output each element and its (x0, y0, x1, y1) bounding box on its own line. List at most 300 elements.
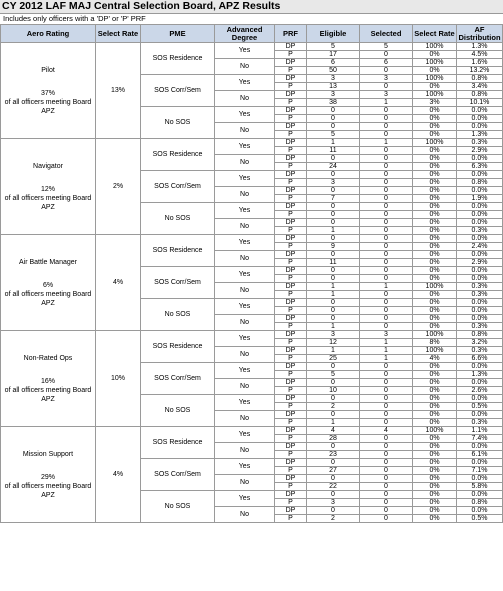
aero-rating-name: Pilot (41, 66, 55, 74)
advanced-degree-cell: Yes (215, 331, 275, 347)
select-rate-cell: 0% (413, 435, 457, 443)
prf-cell: DP (275, 171, 307, 179)
aero-rating-subtext: of all officers meeting Board APZ (4, 194, 92, 211)
select-rate-cell: 0% (413, 443, 457, 451)
select-rate-cell: 0% (413, 451, 457, 459)
eligible-cell: 38 (307, 99, 360, 107)
pme-cell: No SOS (141, 491, 215, 523)
eligible-cell: 24 (307, 163, 360, 171)
advanced-degree-cell: No (215, 251, 275, 267)
select-rate-cell: 0% (413, 483, 457, 491)
af-distribution-cell: 0.8% (457, 91, 503, 99)
eligible-cell: 1 (307, 323, 360, 331)
selected-cell: 0 (360, 235, 413, 243)
select-rate-cell: 0% (413, 315, 457, 323)
selected-cell: 4 (360, 427, 413, 435)
af-distribution-cell: 0.8% (457, 499, 503, 507)
note-text: Includes only officers with a 'DP' or 'P' PRF (3, 14, 146, 23)
eligible-cell: 1 (307, 291, 360, 299)
pme-cell: SOS Residence (141, 331, 215, 363)
af-distribution-cell: 13.2% (457, 67, 503, 75)
eligible-cell: 7 (307, 195, 360, 203)
select-rate-cell: 0% (413, 235, 457, 243)
af-distribution-cell: 1.9% (457, 195, 503, 203)
prf-cell: P (275, 323, 307, 331)
prf-cell: P (275, 451, 307, 459)
select-rate-cell: 0% (413, 155, 457, 163)
prf-cell: DP (275, 75, 307, 83)
advanced-degree-cell: No (215, 379, 275, 395)
af-distribution-cell: 0.0% (457, 155, 503, 163)
aero-rating-cell (1, 43, 96, 139)
advanced-degree-cell: Yes (215, 363, 275, 379)
select-rate-cell: 3% (413, 99, 457, 107)
selected-cell: 0 (360, 395, 413, 403)
af-distribution-cell: 0.0% (457, 443, 503, 451)
prf-cell: DP (275, 235, 307, 243)
selected-cell: 0 (360, 371, 413, 379)
eligible-cell: 0 (307, 107, 360, 115)
advanced-degree-cell: No (215, 411, 275, 427)
selected-cell: 0 (360, 115, 413, 123)
eligible-cell: 2 (307, 403, 360, 411)
prf-cell: DP (275, 203, 307, 211)
prf-cell: P (275, 115, 307, 123)
pme-cell: SOS Residence (141, 139, 215, 171)
advanced-degree-cell: Yes (215, 491, 275, 507)
eligible-cell: 5 (307, 371, 360, 379)
select-rate-cell: 100% (413, 75, 457, 83)
select-rate-cell: 0% (413, 491, 457, 499)
selected-cell: 0 (360, 155, 413, 163)
af-distribution-cell: 0.0% (457, 299, 503, 307)
af-distribution-cell: 0.0% (457, 211, 503, 219)
selected-cell: 0 (360, 443, 413, 451)
table-row (1, 139, 503, 147)
pme-cell: SOS Corr/Sem (141, 267, 215, 299)
prf-cell: DP (275, 187, 307, 195)
af-distribution-cell: 0.0% (457, 475, 503, 483)
advanced-degree-cell: Yes (215, 459, 275, 475)
selected-cell: 0 (360, 323, 413, 331)
af-distribution-cell: 6.1% (457, 451, 503, 459)
table-row (1, 43, 503, 51)
selected-cell: 1 (360, 99, 413, 107)
af-distribution-cell: 1.3% (457, 43, 503, 51)
eligible-cell: 22 (307, 483, 360, 491)
prf-cell: P (275, 131, 307, 139)
selected-cell: 0 (360, 435, 413, 443)
select-rate-cell: 0% (413, 67, 457, 75)
select-rate-cell: 0% (413, 467, 457, 475)
table-row (1, 235, 503, 243)
eligible-cell: 0 (307, 315, 360, 323)
aero-rating-name: Mission Support (22, 450, 74, 458)
aero-rating-name: Navigator (33, 162, 63, 170)
aero-rating-cell (1, 427, 96, 523)
selected-cell: 0 (360, 259, 413, 267)
selected-cell: 0 (360, 467, 413, 475)
selected-cell: 0 (360, 307, 413, 315)
advanced-degree-cell: No (215, 187, 275, 203)
select-rate-cell: 0% (413, 275, 457, 283)
advanced-degree-cell: Yes (215, 171, 275, 187)
selected-cell: 0 (360, 411, 413, 419)
select-rate-cell: 0% (413, 83, 457, 91)
af-distribution-cell: 2.6% (457, 387, 503, 395)
select-rate-cell: 0% (413, 195, 457, 203)
prf-cell: DP (275, 347, 307, 355)
selected-cell: 0 (360, 227, 413, 235)
advanced-degree-cell: Yes (215, 395, 275, 411)
select-rate-cell: 0% (413, 187, 457, 195)
prf-cell: DP (275, 91, 307, 99)
eligible-cell: 0 (307, 363, 360, 371)
eligible-cell: 1 (307, 347, 360, 355)
pme-cell: SOS Residence (141, 43, 215, 75)
prf-cell: P (275, 515, 307, 523)
select-rate-cell: 100% (413, 331, 457, 339)
prf-cell: DP (275, 283, 307, 291)
eligible-cell: 0 (307, 275, 360, 283)
prf-cell: P (275, 259, 307, 267)
select-rate-cell: 0% (413, 51, 457, 59)
select-rate-cell: 0% (413, 123, 457, 131)
select-rate-cell: 0% (413, 387, 457, 395)
selected-cell: 0 (360, 403, 413, 411)
eligible-cell: 1 (307, 139, 360, 147)
select-rate-cell: 0% (413, 227, 457, 235)
eligible-cell: 1 (307, 227, 360, 235)
eligible-cell: 0 (307, 491, 360, 499)
col-prf: PRF (275, 25, 307, 43)
select-rate-cell: 100% (413, 139, 457, 147)
select-rate-cell: 0% (413, 259, 457, 267)
select-rate-cell: 8% (413, 339, 457, 347)
select-rate-cell: 0% (413, 163, 457, 171)
advanced-degree-cell: Yes (215, 75, 275, 91)
selected-cell: 0 (360, 515, 413, 523)
selected-cell: 1 (360, 139, 413, 147)
prf-cell: P (275, 163, 307, 171)
col-af-distribution: AF Distribution (458, 24, 501, 42)
select-rate-cell: 0% (413, 291, 457, 299)
selected-cell: 0 (360, 211, 413, 219)
af-distribution-cell: 0.3% (457, 291, 503, 299)
af-distribution-cell: 2.4% (457, 243, 503, 251)
af-distribution-cell: 0.5% (457, 515, 503, 523)
af-distribution-cell: 0.0% (457, 363, 503, 371)
af-distribution-cell: 0.3% (457, 419, 503, 427)
af-distribution-cell: 1.1% (457, 427, 503, 435)
selected-cell: 1 (360, 283, 413, 291)
advanced-degree-cell: No (215, 91, 275, 107)
prf-cell: DP (275, 315, 307, 323)
eligible-cell: 6 (307, 59, 360, 67)
group-select-rate: 13% (96, 43, 141, 139)
eligible-cell: 0 (307, 235, 360, 243)
eligible-cell: 11 (307, 147, 360, 155)
af-distribution-cell: 0.3% (457, 139, 503, 147)
prf-cell: P (275, 147, 307, 155)
selected-cell: 0 (360, 51, 413, 59)
af-distribution-cell: 0.0% (457, 203, 503, 211)
advanced-degree-cell: Yes (215, 107, 275, 123)
select-rate-cell: 0% (413, 403, 457, 411)
header-row (1, 25, 503, 43)
prf-cell: P (275, 211, 307, 219)
prf-cell: DP (275, 411, 307, 419)
af-distribution-cell: 10.1% (457, 99, 503, 107)
select-rate-cell: 0% (413, 131, 457, 139)
prf-cell: P (275, 83, 307, 91)
col-row-select-rate: Select Rate (413, 25, 457, 43)
selected-cell: 0 (360, 195, 413, 203)
eligible-cell: 0 (307, 379, 360, 387)
prf-cell: DP (275, 427, 307, 435)
pme-cell: SOS Corr/Sem (141, 459, 215, 491)
aero-rating-subtext: of all officers meeting Board APZ (4, 98, 92, 115)
col-pme: PME (141, 25, 215, 43)
select-rate-cell: 0% (413, 211, 457, 219)
prf-cell: DP (275, 107, 307, 115)
prf-cell: DP (275, 59, 307, 67)
eligible-cell: 17 (307, 51, 360, 59)
prf-cell: DP (275, 139, 307, 147)
prf-cell: P (275, 291, 307, 299)
selected-cell: 0 (360, 83, 413, 91)
prf-cell: DP (275, 491, 307, 499)
eligible-cell: 0 (307, 507, 360, 515)
prf-cell: DP (275, 443, 307, 451)
advanced-degree-cell: Yes (215, 235, 275, 251)
eligible-cell: 3 (307, 331, 360, 339)
advanced-degree-cell: No (215, 443, 275, 459)
advanced-degree-cell: No (215, 347, 275, 363)
af-distribution-cell: 0.0% (457, 251, 503, 259)
selected-cell: 0 (360, 243, 413, 251)
prf-cell: DP (275, 459, 307, 467)
prf-cell: DP (275, 43, 307, 51)
select-rate-cell: 0% (413, 219, 457, 227)
selected-cell: 0 (360, 171, 413, 179)
selected-cell: 0 (360, 107, 413, 115)
prf-cell: P (275, 435, 307, 443)
selected-cell: 5 (360, 43, 413, 51)
pme-cell: SOS Corr/Sem (141, 171, 215, 203)
prf-cell: P (275, 467, 307, 475)
eligible-cell: 12 (307, 339, 360, 347)
advanced-degree-cell: No (215, 507, 275, 523)
group-select-rate: 4% (96, 235, 141, 331)
pme-cell: SOS Residence (141, 427, 215, 459)
aero-rating-percent: 29% (40, 473, 55, 481)
af-distribution-cell: 1.3% (457, 371, 503, 379)
eligible-cell: 0 (307, 187, 360, 195)
af-distribution-cell: 0.0% (457, 459, 503, 467)
af-distribution-cell: 0.0% (457, 379, 503, 387)
select-rate-cell: 0% (413, 243, 457, 251)
prf-cell: P (275, 419, 307, 427)
select-rate-cell: 0% (413, 363, 457, 371)
selected-cell: 0 (360, 267, 413, 275)
eligible-cell: 0 (307, 411, 360, 419)
selected-cell: 0 (360, 475, 413, 483)
aero-rating-name: Air Battle Manager (19, 258, 77, 266)
af-distribution-cell: 5.8% (457, 483, 503, 491)
af-distribution-cell: 7.1% (457, 467, 503, 475)
selected-cell: 0 (360, 179, 413, 187)
prf-cell: P (275, 307, 307, 315)
pme-cell: No SOS (141, 395, 215, 427)
prf-cell: DP (275, 395, 307, 403)
af-distribution-cell: 0.3% (457, 227, 503, 235)
af-distribution-cell: 0.3% (457, 323, 503, 331)
aero-rating-percent: 37% (40, 89, 55, 97)
table-row (1, 427, 503, 435)
prf-cell: DP (275, 299, 307, 307)
select-rate-cell: 0% (413, 203, 457, 211)
eligible-cell: 0 (307, 395, 360, 403)
selected-cell: 0 (360, 387, 413, 395)
select-rate-cell: 100% (413, 59, 457, 67)
selected-cell: 0 (360, 123, 413, 131)
selected-cell: 1 (360, 347, 413, 355)
selected-cell: 0 (360, 147, 413, 155)
advanced-degree-cell: No (215, 219, 275, 235)
col-aero-rating: Aero Rating (1, 25, 96, 43)
page-title: CY 2012 LAF MAJ Central Selection Board, APZ Results (0, 0, 503, 14)
af-distribution-cell: 0.0% (457, 171, 503, 179)
selected-cell: 0 (360, 419, 413, 427)
prf-cell: DP (275, 123, 307, 131)
af-distribution-cell: 0.0% (457, 187, 503, 195)
eligible-cell: 0 (307, 299, 360, 307)
table-row (1, 331, 503, 339)
advanced-degree-cell: Yes (215, 203, 275, 219)
prf-cell: P (275, 275, 307, 283)
eligible-cell: 0 (307, 171, 360, 179)
eligible-cell: 0 (307, 307, 360, 315)
eligible-cell: 3 (307, 499, 360, 507)
select-rate-cell: 0% (413, 411, 457, 419)
eligible-cell: 9 (307, 243, 360, 251)
advanced-degree-cell: No (215, 283, 275, 299)
af-distribution-cell: 0.0% (457, 267, 503, 275)
eligible-cell: 5 (307, 131, 360, 139)
prf-cell: DP (275, 507, 307, 515)
af-distribution-cell: 0.5% (457, 403, 503, 411)
select-rate-cell: 0% (413, 267, 457, 275)
select-rate-cell: 0% (413, 251, 457, 259)
af-distribution-cell: 0.0% (457, 395, 503, 403)
prf-cell: DP (275, 251, 307, 259)
select-rate-cell: 0% (413, 507, 457, 515)
aero-rating-subtext: of all officers meeting Board APZ (4, 482, 92, 499)
prf-cell: DP (275, 331, 307, 339)
af-distribution-cell: 3.2% (457, 339, 503, 347)
select-rate-cell: 100% (413, 427, 457, 435)
eligible-cell: 0 (307, 219, 360, 227)
select-rate-cell: 0% (413, 115, 457, 123)
af-distribution-cell: 6.3% (457, 163, 503, 171)
advanced-degree-cell: No (215, 123, 275, 139)
selected-cell: 0 (360, 187, 413, 195)
eligible-cell: 0 (307, 155, 360, 163)
af-distribution-cell: 0.3% (457, 347, 503, 355)
select-rate-cell: 0% (413, 515, 457, 523)
prf-cell: DP (275, 155, 307, 163)
eligible-cell: 11 (307, 259, 360, 267)
selected-cell: 0 (360, 499, 413, 507)
prf-cell: P (275, 339, 307, 347)
col-select-rate: Select Rate (96, 25, 141, 43)
selected-cell: 0 (360, 363, 413, 371)
pme-cell: No SOS (141, 299, 215, 331)
af-distribution-cell: 0.8% (457, 331, 503, 339)
prf-cell: DP (275, 267, 307, 275)
select-rate-cell: 100% (413, 91, 457, 99)
prf-cell: P (275, 355, 307, 363)
selected-cell: 1 (360, 339, 413, 347)
eligible-cell: 13 (307, 83, 360, 91)
eligible-cell: 0 (307, 459, 360, 467)
aero-rating-percent: 6% (42, 281, 54, 289)
selected-cell: 3 (360, 331, 413, 339)
selected-cell: 0 (360, 459, 413, 467)
group-select-rate: 4% (96, 427, 141, 523)
af-distribution-cell: 0.0% (457, 411, 503, 419)
prf-cell: P (275, 499, 307, 507)
prf-cell: DP (275, 475, 307, 483)
eligible-cell: 23 (307, 451, 360, 459)
pme-cell: SOS Residence (141, 235, 215, 267)
selected-cell: 0 (360, 163, 413, 171)
eligible-cell: 0 (307, 123, 360, 131)
selected-cell: 0 (360, 131, 413, 139)
eligible-cell: 4 (307, 427, 360, 435)
advanced-degree-cell: No (215, 475, 275, 491)
selected-cell: 0 (360, 491, 413, 499)
eligible-cell: 2 (307, 515, 360, 523)
selected-cell: 6 (360, 59, 413, 67)
aero-rating-subtext: of all officers meeting Board APZ (4, 386, 92, 403)
eligible-cell: 5 (307, 43, 360, 51)
table-body (1, 43, 503, 523)
prf-cell: DP (275, 219, 307, 227)
prf-cell: P (275, 227, 307, 235)
advanced-degree-cell: Yes (215, 267, 275, 283)
select-rate-cell: 0% (413, 395, 457, 403)
selected-cell: 0 (360, 251, 413, 259)
select-rate-cell: 0% (413, 307, 457, 315)
select-rate-cell: 4% (413, 355, 457, 363)
advanced-degree-cell: No (215, 59, 275, 75)
af-distribution-cell: 3.4% (457, 83, 503, 91)
select-rate-cell: 100% (413, 347, 457, 355)
prf-cell: P (275, 403, 307, 411)
eligible-cell: 1 (307, 283, 360, 291)
eligible-cell: 3 (307, 179, 360, 187)
eligible-cell: 0 (307, 115, 360, 123)
selected-cell: 0 (360, 315, 413, 323)
select-rate-cell: 100% (413, 283, 457, 291)
prf-cell: DP (275, 363, 307, 371)
advanced-degree-cell: No (215, 155, 275, 171)
af-distribution-cell: 0.8% (457, 75, 503, 83)
af-distribution-cell: 0.0% (457, 315, 503, 323)
select-rate-cell: 0% (413, 171, 457, 179)
